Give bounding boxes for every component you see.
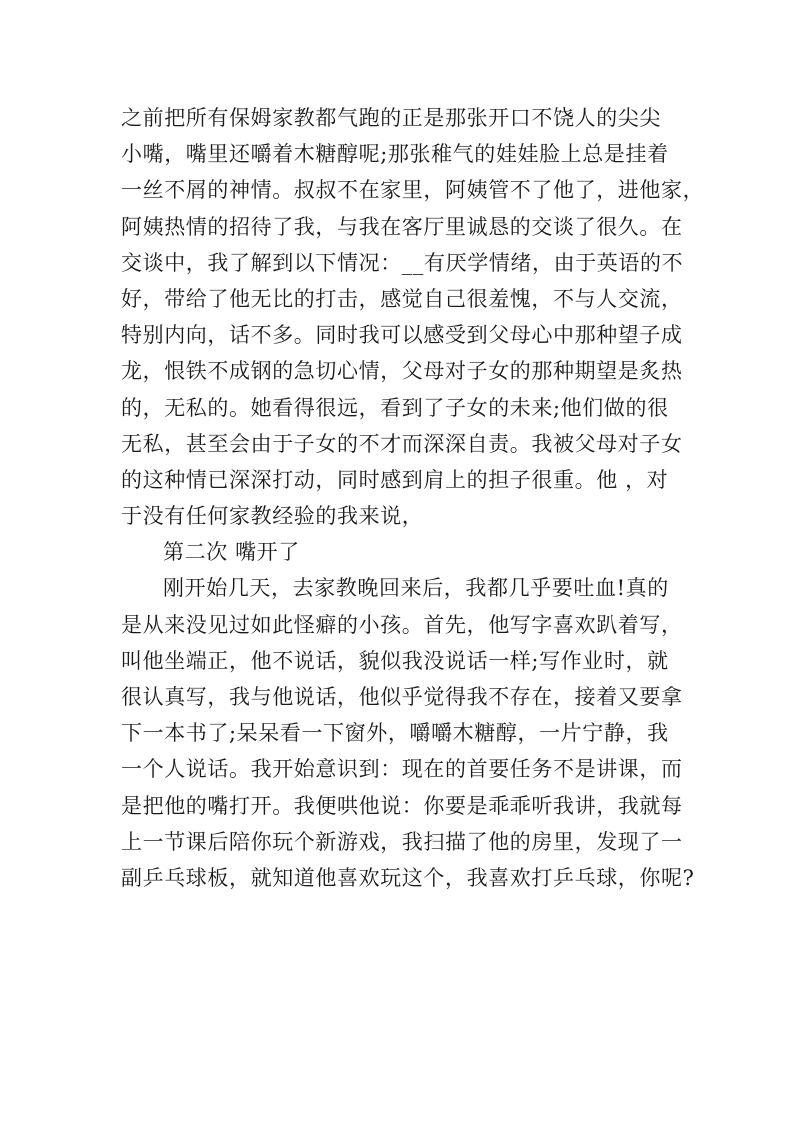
section-heading: 第二次 嘴开了 xyxy=(163,540,300,565)
text-line: 龙，恨铁不成钢的急切心情，父母对子女的那种期望是炙热 xyxy=(121,359,683,384)
text-line: 一丝不屑的神情。叔叔不在家里，阿姨管不了他了，进他家， xyxy=(121,178,705,203)
text-line: 特别内向，话不多。同时我可以感受到父母心中那种望子成 xyxy=(121,323,683,348)
body-text xyxy=(121,100,705,896)
text-line: 很认真写，我与他说话，他似乎觉得我不存在，接着又要拿 xyxy=(121,685,683,709)
text-line: 无私，甚至会由于子女的不才而深深自责。我被父母对子女 xyxy=(121,431,683,456)
text-line: 于没有任何家教经验的我来说， xyxy=(121,504,424,529)
text-line: 叫他坐端正，他不说话，貌似我没说话一样;写作业时，就 xyxy=(121,648,669,673)
text-line: 是从来没见过如此怪癖的小孩。首先，他写字喜欢趴着写， xyxy=(121,612,683,637)
text-line: 交谈中，我了解到以下情况：__有厌学情绪，由于英语的不 xyxy=(121,250,684,275)
text-line: 上一节课后陪你玩个新游戏，我扫描了他的房里，发现了一 xyxy=(121,829,683,854)
text-line: 好，带给了他无比的打击，感觉自己很羞愧，不与人交流， xyxy=(121,286,683,311)
text-line: 一个人说话。我开始意识到：现在的首要任务不是讲课，而 xyxy=(121,757,683,782)
text-line: 是把他的嘴打开。我便哄他说：你要是乖乖听我讲，我就每 xyxy=(121,793,683,818)
text-line: 副乒乓球板，就知道他喜欢玩这个，我喜欢打乒乓球，你呢? xyxy=(121,865,695,890)
text-line: 的，无私的。她看得很远，看到了子女的未来;他们做的很 xyxy=(121,395,669,420)
text-line: 下一本书了;呆呆看一下窗外，嚼嚼木糖醇，一片宁静，我 xyxy=(121,721,669,746)
text-line: 之前把所有保姆家教都气跑的正是那张开口不饶人的尖尖 xyxy=(121,106,661,130)
text-line: 刚开始几天，去家教晚回来后，我都几乎要吐血!真的 xyxy=(163,576,669,601)
text-line: 阿姨热情的招待了我，与我在客厅里诚恳的交谈了很久。在 xyxy=(121,214,683,239)
text-line: 小嘴，嘴里还嚼着木糖醇呢;那张稚气的娃娃脸上总是挂着 xyxy=(121,142,669,167)
text-line: 的这种情已深深打动，同时感到肩上的担子很重。他 ，对 xyxy=(121,467,669,492)
